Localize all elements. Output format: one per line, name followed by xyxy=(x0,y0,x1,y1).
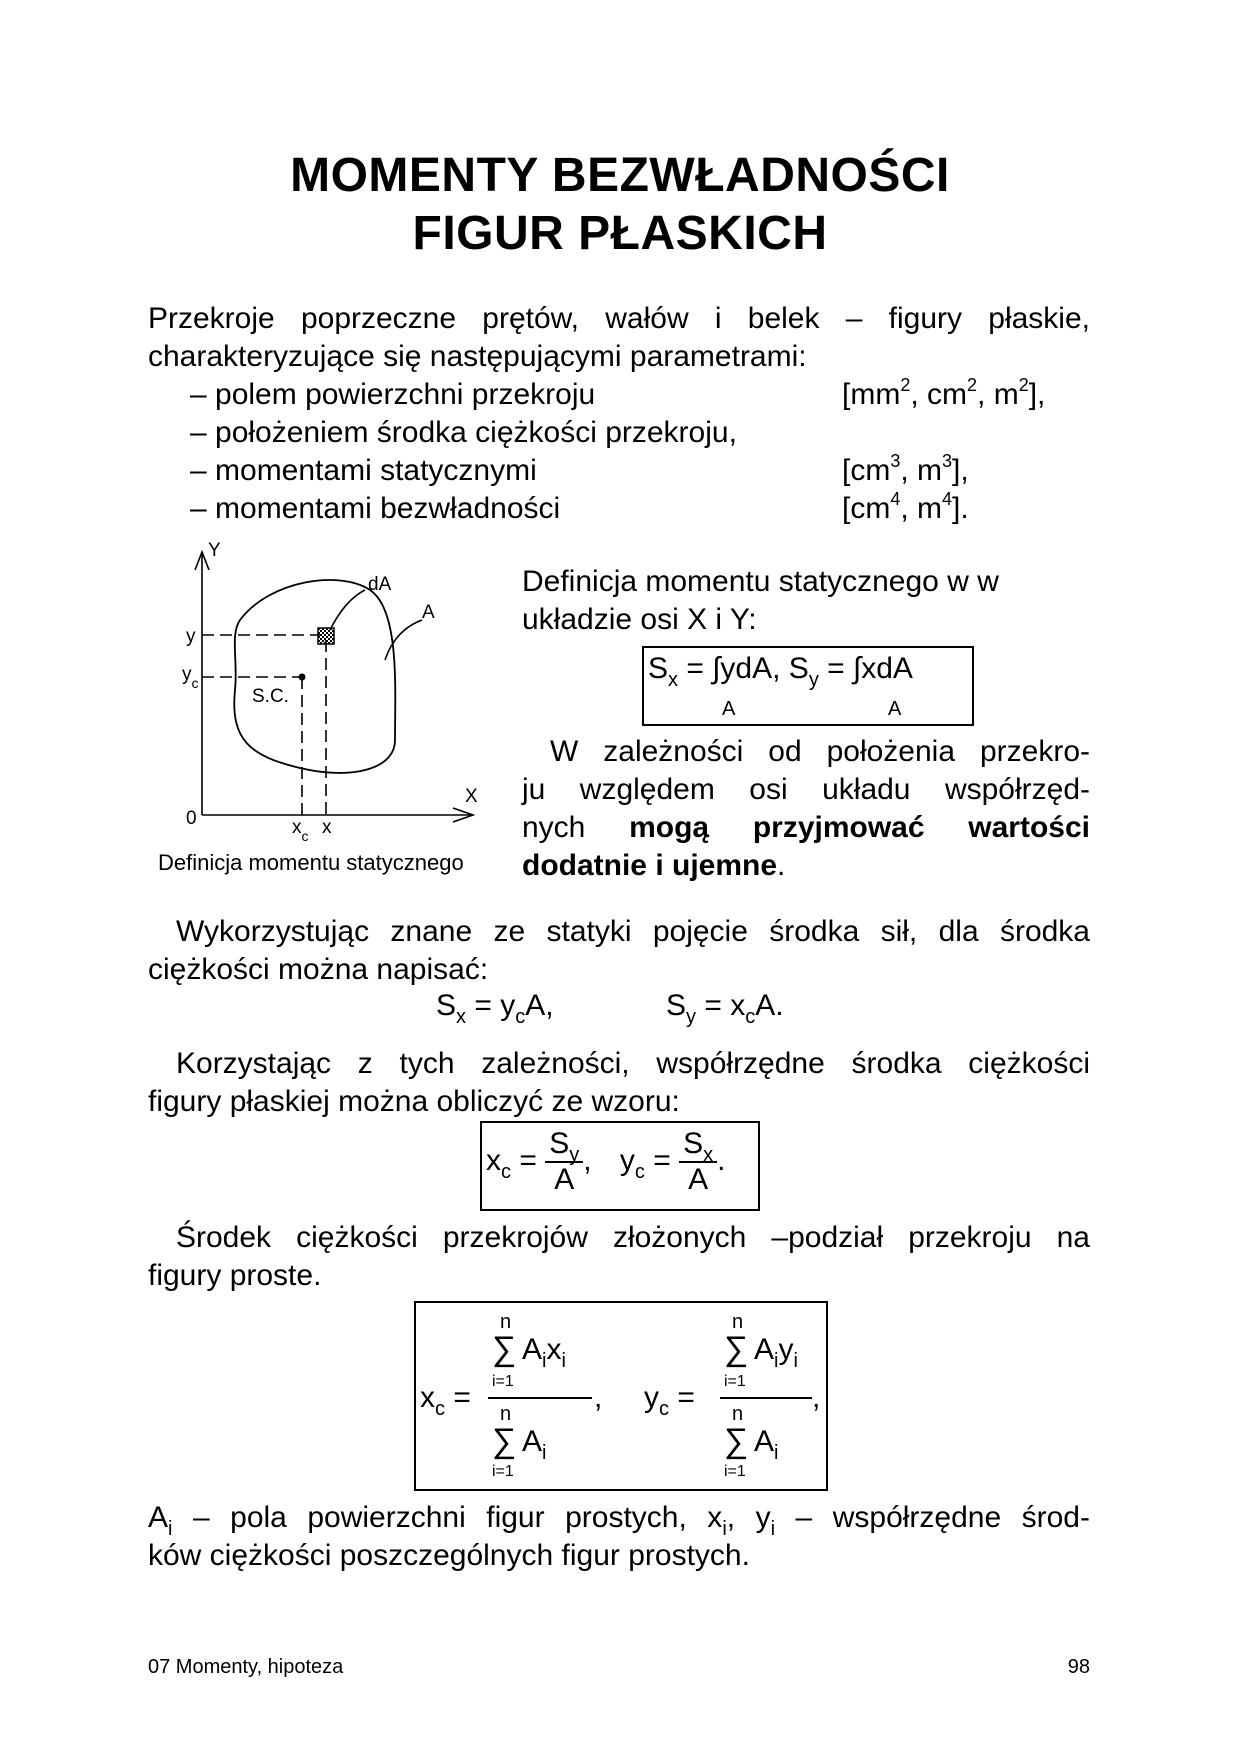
sign-para-line1: W zależności od położenia przekro- xyxy=(550,735,1090,768)
composite-yc-denominator: $A_i$ xyxy=(754,1425,779,1464)
axis-y-label: Y xyxy=(208,540,221,561)
param-area-unit: [$mm^2$, $cm^2$, $m^2$], xyxy=(842,375,1046,411)
A-label: A xyxy=(422,602,435,623)
statics-line1: Wykorzystując znane ze statyki pojęcie środka sił, dla środka xyxy=(176,915,1090,948)
composite-xc-lhs: $x_c$ = xyxy=(420,1381,471,1420)
statics-line2: ciężkości można napisać: xyxy=(148,953,489,986)
param-inertia-moments: – momentami bezwładności xyxy=(190,492,561,525)
page-title-line2: FIGUR PŁASKICH xyxy=(412,207,828,260)
intro-line2: charakteryzujące się następującymi parametrami: xyxy=(148,340,807,373)
composite-yc-den-sigma: ∑ xyxy=(724,1422,749,1460)
footer-chapter: 07 Momenty, hipoteza xyxy=(148,1656,344,1678)
y-label: y xyxy=(186,626,196,647)
sign-para-line2: ju względem osi układu współrzęd- xyxy=(522,773,1090,806)
static-moment-formula-box xyxy=(642,646,974,726)
legend-line2: ków ciężkości poszczególnych figur prostych. xyxy=(148,1539,750,1572)
origin-label: 0 xyxy=(186,808,197,829)
statics-formula-sy: $S_y = x_cA$. xyxy=(666,989,784,1028)
yc-label: $y_c$ xyxy=(182,664,199,691)
param-inertia-moments-unit: [$cm^4$, $m^4$]. xyxy=(842,489,969,525)
sign-para-line3: nych mogą przyjmować wartości xyxy=(522,811,1090,844)
param-static-moments-unit: [$cm^3$, $m^3$], xyxy=(842,451,969,487)
integral-limit-1: A xyxy=(722,698,736,720)
intro-line1: Przekroje poprzeczne prętów, wałów i belek – figury płaskie, xyxy=(148,302,1090,335)
composite-xc-num-sigma: ∑ xyxy=(492,1330,517,1368)
composite-xc-num-upper: n xyxy=(500,1311,512,1333)
sign-para-line4: dodatnie i ujemne. xyxy=(522,849,786,882)
diagram-caption: Definicja momentu statycznego xyxy=(158,850,464,875)
centroid-line1: Korzystając z tych zależności, współrzędne środka ciężkości xyxy=(176,1047,1090,1080)
centroid-formula-box xyxy=(480,1121,760,1211)
integral-limit-2: A xyxy=(888,698,902,720)
dA-leader xyxy=(330,590,365,630)
dA-label: dA xyxy=(368,574,392,595)
statics-formula-sx: $S_x = y_cA$, xyxy=(436,989,554,1028)
composite-yc-num-lower: i=1 xyxy=(724,1373,746,1390)
composite-yc-den-lower: i=1 xyxy=(724,1463,746,1480)
xc-label: $x_c$ xyxy=(292,817,309,844)
composite-yc-comma: , xyxy=(812,1381,821,1414)
composite-yc-lhs: $y_c$ = xyxy=(644,1381,695,1420)
static-moment-diagram xyxy=(150,540,500,850)
x-label: x xyxy=(322,817,332,838)
composite-xc-den-upper: n xyxy=(500,1403,512,1425)
param-centroid: – położeniem środka ciężkości przekroju, xyxy=(190,416,737,449)
composite-xc-denominator: $A_i$ xyxy=(522,1425,547,1464)
composite-yc-fraction-bar xyxy=(720,1397,812,1399)
composite-xc-den-lower: i=1 xyxy=(492,1463,514,1480)
centroid-formula: $x_c$ = $\frac{S_y}{A}$ , $y_c$ = $\frac{S_x}{A}$ . xyxy=(486,1127,726,1196)
page-number: 98 xyxy=(1067,1656,1090,1678)
page-title-line1: MOMENTY BEZWŁADNOŚCI xyxy=(290,149,950,202)
composite-xc-num-lower: i=1 xyxy=(492,1373,514,1390)
composite-xc-fraction-bar xyxy=(488,1397,592,1399)
param-area: – polem powierzchni przekroju xyxy=(190,378,596,411)
composite-yc-num-sigma: ∑ xyxy=(724,1330,749,1368)
definition-line2: układzie osi X i Y: xyxy=(522,603,757,636)
composite-yc-num-upper: n xyxy=(732,1311,744,1333)
definition-line1: Definicja momentu statycznego w w xyxy=(522,565,999,598)
composite-xc-numerator: $A_ix_i$ xyxy=(522,1333,566,1372)
element-dA xyxy=(318,628,334,644)
composite-line1: Środek ciężkości przekrojów złożonych –podział przekroju na xyxy=(176,1221,1090,1254)
centroid-line2: figury płaskiej można obliczyć ze wzoru: xyxy=(148,1085,680,1118)
composite-line2: figury proste. xyxy=(148,1259,322,1292)
composite-xc-den-sigma: ∑ xyxy=(492,1422,517,1460)
centroid-point xyxy=(299,674,306,681)
axis-x-label: X xyxy=(465,786,478,807)
param-static-moments: – momentami statycznymi xyxy=(190,454,537,487)
composite-yc-den-upper: n xyxy=(732,1403,744,1425)
sc-label: S.C. xyxy=(252,686,289,707)
static-moment-formula: $S_x = \int ydA$, $S_y = \int xdA$ xyxy=(648,652,913,691)
composite-xc-comma: , xyxy=(594,1381,603,1414)
composite-formula-box xyxy=(414,1301,828,1491)
legend-line1: $A_i$ – pola powierzchni figur prostych, $x_i$, $y_i$ – współrzędne środ- xyxy=(148,1501,1090,1540)
composite-yc-numerator: $A_iy_i$ xyxy=(754,1333,798,1372)
